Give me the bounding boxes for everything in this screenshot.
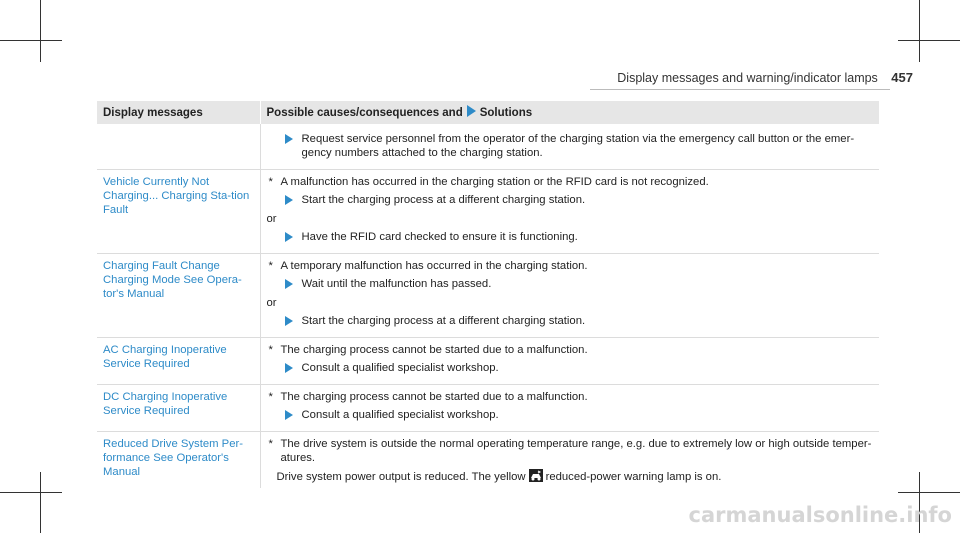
cause-text: The charging process cannot be started due to a malfunction. (280, 344, 588, 356)
or-label: or (266, 297, 277, 309)
cause-marker: * (268, 344, 273, 356)
header-rule (590, 89, 890, 90)
step-text: Consult a qualified specialist workshop. (301, 409, 499, 421)
solution-cell (260, 254, 879, 338)
message-cell: DC Charging Inoperative Service Required (97, 385, 260, 432)
column-header-causes (260, 101, 879, 124)
cause (267, 437, 875, 465)
message-cell: Charging Fault Change Charging Mode See Opera-tor's Manual (97, 254, 260, 338)
step-text: Start the charging process at a different charging station. (301, 315, 586, 327)
step-text: Have the RFID card checked to ensure it is functioning. (301, 231, 578, 243)
cause-text: A temporary malfunction has occurred in the charging station. (280, 260, 588, 272)
message-cell: Vehicle Currently Not Charging... Charging Sta-tion Fault (97, 170, 260, 254)
arrow-right-icon (285, 232, 293, 242)
solution-cell (260, 432, 879, 489)
cause-text: The charging process cannot be started due to a malfunction. (280, 391, 588, 403)
crop-mark (919, 0, 920, 62)
step-text: Request service personnel from the operator of the charging station via the emergency call button or the emer-gency numbers attached to the charging station. (301, 133, 855, 159)
crop-mark (898, 492, 960, 493)
reduced-power-warning-lamp-icon (529, 469, 543, 482)
solution-step (267, 230, 875, 244)
arrow-right-icon (285, 363, 293, 373)
crop-mark (40, 0, 41, 62)
arrow-right-icon (285, 279, 293, 289)
table-row (97, 432, 879, 489)
arrow-right-icon (285, 410, 293, 420)
display-messages-table (97, 101, 879, 488)
table-row (97, 124, 879, 170)
cause (267, 259, 875, 273)
message-cell (97, 124, 260, 170)
table-row (97, 338, 879, 385)
solution-cell (260, 170, 879, 254)
cause (267, 175, 875, 189)
cause-marker: * (268, 260, 273, 272)
crop-mark (898, 40, 960, 41)
arrow-right-icon (467, 105, 476, 117)
solution-cell (260, 338, 879, 385)
page-number: 457 (891, 70, 913, 85)
arrow-right-icon (285, 195, 293, 205)
solution-step (267, 361, 875, 375)
step-text: Start the charging process at a different charging station. (301, 194, 586, 206)
column-header-solutions-text: Solutions (479, 107, 533, 119)
crop-mark (0, 492, 62, 493)
cause-marker: * (268, 176, 273, 188)
info-text-before: Drive system power output is reduced. The yellow (276, 471, 526, 483)
table-header-row (97, 101, 879, 124)
cause (267, 343, 875, 357)
solution-step (267, 314, 875, 328)
watermark: carmanualsonline.info (688, 503, 952, 527)
step-text: Wait until the malfunction has passed. (301, 278, 492, 290)
table-row (97, 385, 879, 432)
section-title: Display messages and warning/indicator lamps (617, 71, 878, 85)
running-header (590, 70, 913, 85)
solution-step (267, 408, 875, 422)
cause-text: A malfunction has occurred in the charging station or the RFID card is not recognized. (280, 176, 709, 188)
message-cell: Reduced Drive System Per-formance See Operator's Manual (103, 438, 244, 478)
solution-step (267, 193, 875, 207)
step-text: Consult a qualified specialist workshop. (301, 362, 499, 374)
solution-cell (260, 385, 879, 432)
solution-step (267, 277, 875, 291)
crop-mark (40, 472, 41, 533)
solution-step (267, 132, 875, 160)
cause-text: The drive system is outside the normal operating temperature range, e.g. due to extremely low or high outside temper-atures. (280, 438, 872, 464)
message-cell: AC Charging Inoperative Service Required (97, 338, 260, 385)
or-label: or (266, 213, 277, 225)
column-header-messages: Display messages (97, 101, 260, 124)
table-row (97, 170, 879, 254)
cause-marker: * (268, 438, 273, 450)
solution-cell (260, 124, 879, 170)
arrow-right-icon (285, 134, 293, 144)
table-row (97, 254, 879, 338)
column-header-causes-text: Possible causes/consequences and (266, 107, 463, 119)
info-text-after: reduced-power warning lamp is on. (545, 471, 722, 483)
cause-marker: * (268, 391, 273, 403)
arrow-right-icon (285, 316, 293, 326)
info-paragraph (277, 469, 875, 484)
crop-mark (0, 40, 62, 41)
cause (267, 390, 875, 404)
